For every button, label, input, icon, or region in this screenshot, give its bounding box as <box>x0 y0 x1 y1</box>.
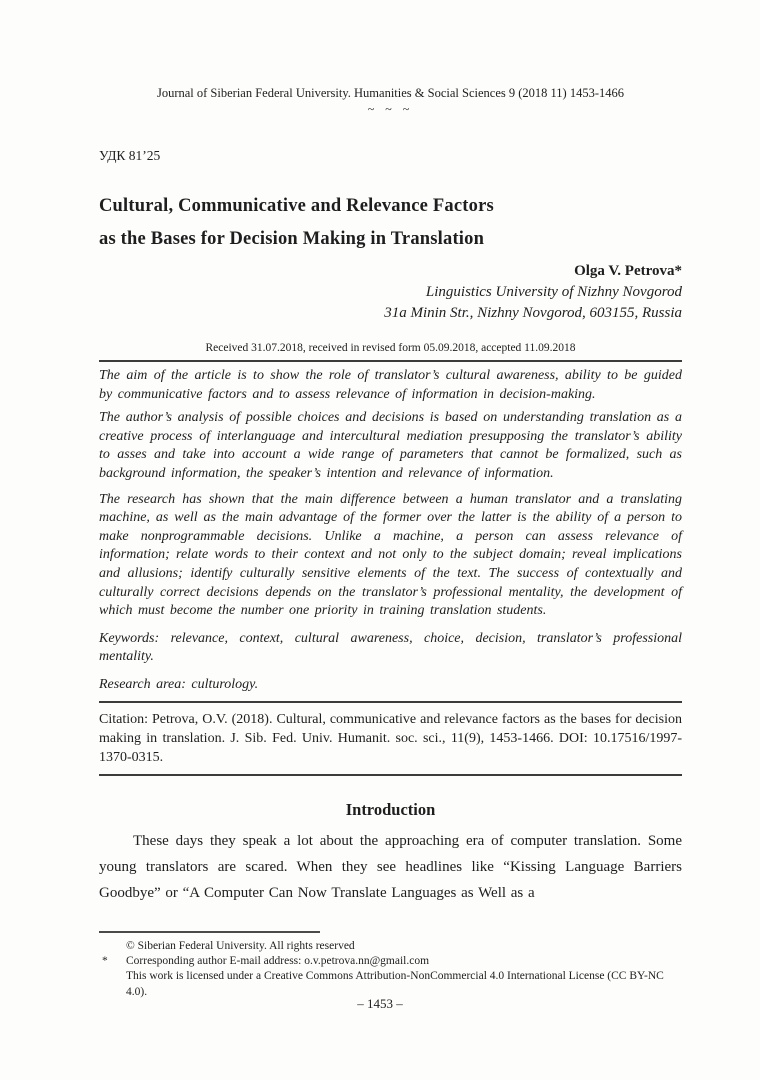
udk-code: УДК 81’25 <box>99 148 161 163</box>
abstract-paragraph-3: The research has shown that the main difference between a human translator and a translating machine, as well as the main advantage of the former over the latter is the ability of a person to make nonprogrammable decisions. Unlike a machine, a person can assess relevance of information; relate words to their context and not only to the subject domain; reveal implications and allusions; identify culturally sensitive elements of the text. The success of contextually and culturally correct decisions depends on the translator’s professional mentality, the development of which must become the number one priority in training translation students. <box>99 491 682 619</box>
article-title-line2: as the Bases for Decision Making in Translation <box>99 229 485 249</box>
footnote-corresponding-text: Corresponding author E-mail address: o.v.petrova.nn@gmail.com <box>126 955 430 968</box>
body-paragraph: These days they speak a lot about the approaching era of computer translation. Some young translators are scared. When they see headlines like “Kissing Language Barriers Goodbye” or “A Computer Can Now Translate Languages as Well as a <box>99 832 682 901</box>
footnote-asterisk-marker: * <box>102 955 108 968</box>
section-heading-introduction: Introduction <box>345 799 436 819</box>
divider-rule-citation-bottom <box>99 774 682 776</box>
page-number: – 1453 – <box>357 996 403 1011</box>
affiliation-line2: 31a Minin Str., Nizhny Novgorod, 603155, Russia <box>384 304 682 321</box>
abstract-paragraph-2: The author’s analysis of possible choices and decisions is based on understanding translation as a creative process of interlanguage and intercultural mediation presupposing the translator’s ability to asses and take into account a wide range of parameters that cannot be formalized, such as background information, the speaker’s intention and relevance of information. <box>99 410 682 481</box>
footnotes <box>99 939 682 1000</box>
footnote-rule <box>99 931 320 933</box>
received-dates: Received 31.07.2018, received in revised form 05.09.2018, accepted 11.09.2018 <box>205 342 576 354</box>
text-column <box>99 0 682 906</box>
footnote-copyright: © Siberian Federal University. All rights reserved <box>126 940 355 952</box>
research-area: Research area: culturology. <box>99 676 259 692</box>
article-title <box>99 190 682 256</box>
author-name: Olga V. Petrova* <box>574 263 682 279</box>
footnote-license: This work is licensed under a Creative Commons Attribution-NonCommercial 4.0 International License (CC BY-NC 4.0). <box>126 970 664 998</box>
abstract-paragraph-1: The aim of the article is to show the role of translator’s cultural awareness, ability to be guided by communicative factors and to assess relevance of information in decision-making. <box>99 368 682 402</box>
citation: Citation: Petrova, O.V. (2018). Cultural, communicative and relevance factors as the bases for decision making in translation. J. Sib. Fed. Univ. Humanit. soc. sci., 11(9), 1453-1466. DOI: 10.17516/1997-1370-0315. <box>99 711 682 765</box>
divider-rule-citation-top <box>99 701 682 703</box>
author-block <box>99 261 682 323</box>
article-title-line1: Cultural, Communicative and Relevance Factors <box>99 196 494 216</box>
keywords: Keywords: relevance, context, cultural awareness, choice, decision, translator’s professional mentality. <box>99 630 682 665</box>
affiliation-line1: Linguistics University of Nizhny Novgorod <box>425 284 682 300</box>
header-ornament: ~ ~ ~ <box>367 102 414 116</box>
divider-rule-top <box>99 360 682 362</box>
footnote-corresponding-author <box>99 954 682 969</box>
journal-header: Journal of Siberian Federal University. Humanities & Social Sciences 9 (2018 11) 1453-1466 <box>156 86 625 100</box>
